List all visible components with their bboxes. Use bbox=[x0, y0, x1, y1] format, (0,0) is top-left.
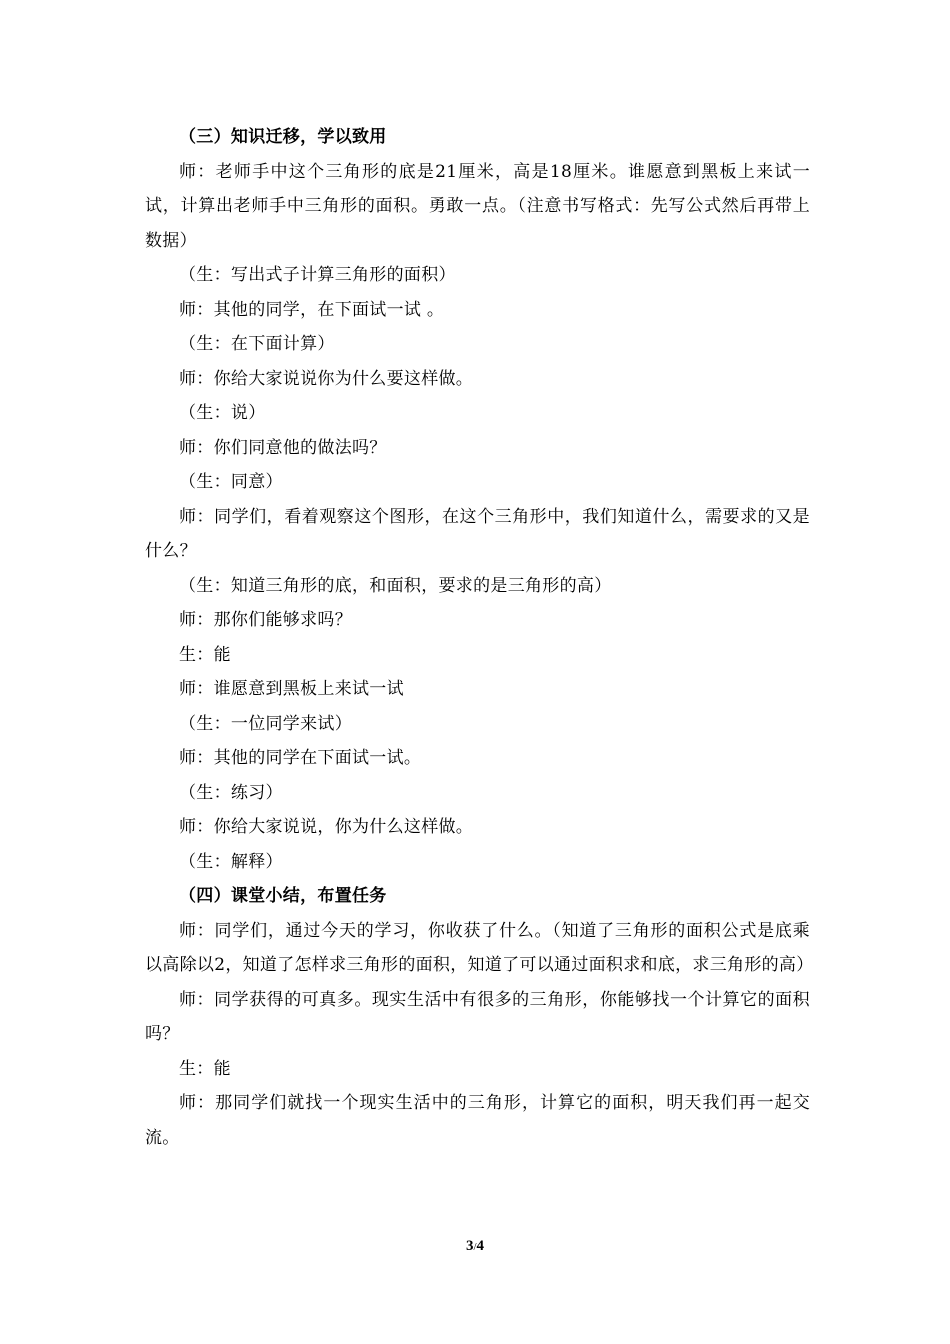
body-paragraph: 师：那同学们就找一个现实生活中的三角形，计算它的面积，明天我们再一起交流。 bbox=[145, 1093, 810, 1148]
body-paragraph: （生：解释） bbox=[179, 851, 283, 872]
section-heading: （三）知识迁移，学以致用 bbox=[179, 127, 387, 147]
page-number bbox=[0, 1238, 950, 1255]
body-paragraph: （生：一位同学来试） bbox=[179, 713, 352, 734]
body-paragraph: 师：老师手中这个三角形的底是21厘米，高是18厘米。谁愿意到黑板上来试一试，计算出老师手中三角形的面积。勇敢一点。（注意书写格式：先写公式然后再带上数据） bbox=[145, 161, 810, 251]
body-paragraph: 师：你给大家说说你为什么要这样做。 bbox=[179, 368, 474, 389]
body-paragraph: （生：写出式子计算三角形的面积） bbox=[179, 265, 456, 285]
body-paragraph: 师：其他的同学，在下面试一试 。 bbox=[179, 299, 445, 320]
body-paragraph: （生：在下面计算） bbox=[179, 334, 335, 354]
body-paragraph: （生：说） bbox=[179, 403, 266, 423]
page-number-separator: / bbox=[473, 1241, 477, 1253]
body-paragraph: （生：同意） bbox=[179, 472, 283, 492]
current-page-number: 3 bbox=[465, 1238, 474, 1254]
body-paragraph: 师：那你们能够求吗？ bbox=[179, 610, 352, 630]
body-paragraph: 师：其他的同学在下面试一试。 bbox=[179, 748, 422, 768]
total-page-count: 4 bbox=[476, 1238, 485, 1254]
body-paragraph: （生：知道三角形的底，和面积，要求的是三角形的高） bbox=[179, 575, 612, 596]
body-paragraph: 师：同学获得的可真多。现实生活中有很多的三角形，你能够找一个计算它的面积吗？ bbox=[145, 989, 810, 1044]
body-paragraph: 师：同学们，通过今天的学习，你收获了什么。（知道了三角形的面积公式是底乘以高除以2，知道了怎样求三角形的面积，知道了可以通过面积求和底，求三角形的高） bbox=[145, 920, 814, 975]
body-paragraph: 师：你给大家说说，你为什么这样做。 bbox=[179, 817, 474, 837]
body-paragraph: （生：练习） bbox=[179, 782, 283, 803]
body-paragraph: 生：能 bbox=[179, 644, 231, 665]
document-body bbox=[145, 120, 814, 1155]
body-paragraph: 师：谁愿意到黑板上来试一试 bbox=[179, 679, 404, 699]
body-paragraph: 师：同学们，看着观察这个图形，在这个三角形中，我们知道什么，需要求的又是什么？ bbox=[145, 506, 810, 561]
body-paragraph: 生：能 bbox=[179, 1058, 231, 1079]
section-heading: （四）课堂小结，布置任务 bbox=[179, 886, 387, 906]
body-paragraph: 师：你们同意他的做法吗？ bbox=[179, 437, 387, 458]
